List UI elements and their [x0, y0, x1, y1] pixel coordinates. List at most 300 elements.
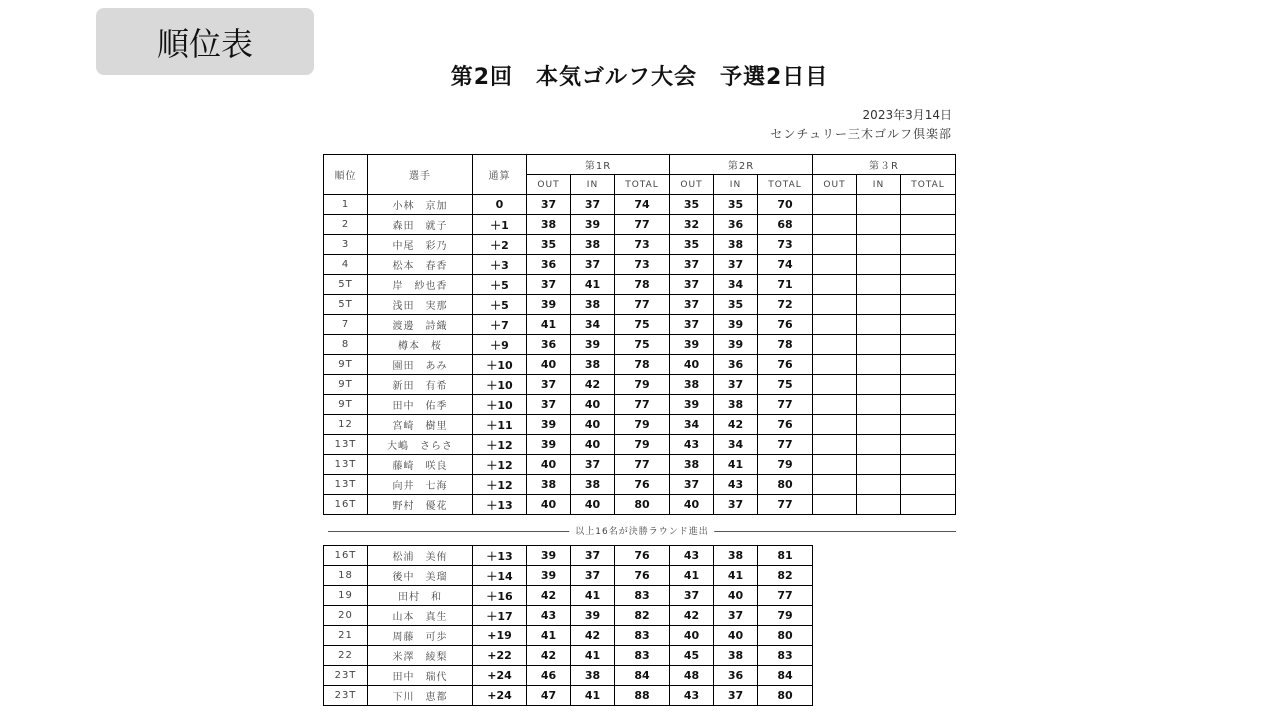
header-r2-out: OUT — [670, 175, 714, 195]
player-name-cell: 森田 就子 — [368, 215, 473, 235]
r1-out-cell: 43 — [527, 606, 571, 626]
r1-in-cell: 37 — [571, 255, 615, 275]
r1-total-cell: 77 — [615, 295, 670, 315]
player-name-cell: 周藤 可歩 — [368, 626, 473, 646]
r1-total-cell: 76 — [615, 475, 670, 495]
r3-out-cell — [813, 235, 857, 255]
table-row — [324, 686, 813, 706]
rank-cell: 9T — [324, 375, 368, 395]
r2-out-cell: 40 — [670, 495, 714, 515]
rank-cell: 1 — [324, 195, 368, 215]
r1-in-cell: 37 — [571, 195, 615, 215]
r2-in-cell: 34 — [714, 275, 758, 295]
total-cell: +24 — [473, 666, 527, 686]
r3-total-cell — [901, 435, 956, 455]
r2-total-cell: 81 — [758, 546, 813, 566]
r3-out-cell — [813, 395, 857, 415]
r1-out-cell: 39 — [527, 295, 571, 315]
table-row — [324, 235, 956, 255]
cut-line — [328, 524, 956, 538]
r3-total-cell — [901, 455, 956, 475]
r3-in-cell — [857, 195, 901, 215]
r1-in-cell: 41 — [571, 646, 615, 666]
r2-out-cell: 37 — [670, 255, 714, 275]
r2-in-cell: 38 — [714, 395, 758, 415]
standings-table — [323, 154, 956, 515]
player-name-cell: 野村 優花 — [368, 495, 473, 515]
total-cell: ＋17 — [473, 606, 527, 626]
total-cell: ＋3 — [473, 255, 527, 275]
r2-in-cell: 37 — [714, 686, 758, 706]
r3-total-cell — [901, 255, 956, 275]
r1-out-cell: 35 — [527, 235, 571, 255]
r2-out-cell: 40 — [670, 355, 714, 375]
r1-in-cell: 40 — [571, 435, 615, 455]
player-name-cell: 浅田 実那 — [368, 295, 473, 315]
rank-cell: 16T — [324, 495, 368, 515]
r2-in-cell: 35 — [714, 195, 758, 215]
r2-in-cell: 40 — [714, 626, 758, 646]
r2-in-cell: 43 — [714, 475, 758, 495]
total-cell: ＋13 — [473, 495, 527, 515]
r2-out-cell: 40 — [670, 626, 714, 646]
total-cell: ＋14 — [473, 566, 527, 586]
r1-out-cell: 40 — [527, 355, 571, 375]
total-cell: ＋7 — [473, 315, 527, 335]
r3-total-cell — [901, 235, 956, 255]
rank-cell: 16T — [324, 546, 368, 566]
r1-in-cell: 40 — [571, 395, 615, 415]
r3-total-cell — [901, 335, 956, 355]
r2-out-cell: 42 — [670, 606, 714, 626]
r1-in-cell: 34 — [571, 315, 615, 335]
r1-total-cell: 73 — [615, 235, 670, 255]
r1-total-cell: 73 — [615, 255, 670, 275]
r3-total-cell — [901, 495, 956, 515]
player-name-cell: 渡邊 詩織 — [368, 315, 473, 335]
header-player: 選手 — [368, 155, 473, 195]
r1-total-cell: 78 — [615, 275, 670, 295]
table-row — [324, 546, 813, 566]
player-name-cell: 大嶋 さらさ — [368, 435, 473, 455]
r2-out-cell: 37 — [670, 475, 714, 495]
page-title: 第2回 本気ゴルフ大会 予選2日目 — [450, 65, 829, 90]
r3-out-cell — [813, 195, 857, 215]
r1-out-cell: 37 — [527, 195, 571, 215]
header-r1-total: TOTAL — [615, 175, 670, 195]
r1-total-cell: 84 — [615, 666, 670, 686]
r1-in-cell: 38 — [571, 235, 615, 255]
r3-out-cell — [813, 495, 857, 515]
header-round-1: 第1R — [527, 155, 670, 175]
r1-in-cell: 41 — [571, 586, 615, 606]
rank-cell: 9T — [324, 395, 368, 415]
r2-out-cell: 35 — [670, 195, 714, 215]
rank-cell: 23T — [324, 686, 368, 706]
r1-total-cell: 83 — [615, 586, 670, 606]
rank-cell: 12 — [324, 415, 368, 435]
table-row — [324, 295, 956, 315]
r2-in-cell: 37 — [714, 255, 758, 275]
r2-total-cell: 80 — [758, 626, 813, 646]
r1-out-cell: 38 — [527, 475, 571, 495]
header-r1-in: IN — [571, 175, 615, 195]
r1-out-cell: 36 — [527, 255, 571, 275]
r3-out-cell — [813, 475, 857, 495]
r3-total-cell — [901, 355, 956, 375]
table-row — [324, 666, 813, 686]
table-row — [324, 275, 956, 295]
table-row — [324, 255, 956, 275]
r2-out-cell: 43 — [670, 686, 714, 706]
r3-total-cell — [901, 315, 956, 335]
r2-total-cell: 76 — [758, 415, 813, 435]
player-name-cell: 松浦 美侑 — [368, 546, 473, 566]
table-row — [324, 315, 956, 335]
r2-in-cell: 35 — [714, 295, 758, 315]
player-name-cell: 山本 真生 — [368, 606, 473, 626]
player-name-cell: 田中 瑞代 — [368, 666, 473, 686]
r1-in-cell: 41 — [571, 275, 615, 295]
total-cell: ＋12 — [473, 455, 527, 475]
r3-in-cell — [857, 295, 901, 315]
r2-total-cell: 68 — [758, 215, 813, 235]
r1-out-cell: 46 — [527, 666, 571, 686]
page-badge — [96, 8, 314, 75]
r3-total-cell — [901, 215, 956, 235]
table-row — [324, 415, 956, 435]
event-date: 2023年3月14日 — [862, 108, 952, 122]
r1-out-cell: 38 — [527, 215, 571, 235]
r2-total-cell: 79 — [758, 455, 813, 475]
header-r3-in: IN — [857, 175, 901, 195]
r1-out-cell: 39 — [527, 566, 571, 586]
r1-out-cell: 42 — [527, 646, 571, 666]
total-cell: +24 — [473, 686, 527, 706]
header-r3-total: TOTAL — [901, 175, 956, 195]
r2-total-cell: 77 — [758, 395, 813, 415]
r2-out-cell: 43 — [670, 546, 714, 566]
r3-out-cell — [813, 435, 857, 455]
rank-cell: 5T — [324, 275, 368, 295]
player-name-cell: 中尾 彩乃 — [368, 235, 473, 255]
r2-out-cell: 41 — [670, 566, 714, 586]
r3-out-cell — [813, 335, 857, 355]
r1-in-cell: 38 — [571, 355, 615, 375]
table-row — [324, 335, 956, 355]
r2-out-cell: 38 — [670, 375, 714, 395]
player-name-cell: 園田 あみ — [368, 355, 473, 375]
player-name-cell: 田村 和 — [368, 586, 473, 606]
rank-cell: 19 — [324, 586, 368, 606]
r2-out-cell: 34 — [670, 415, 714, 435]
r2-in-cell: 40 — [714, 586, 758, 606]
header-r1-out: OUT — [527, 175, 571, 195]
r1-out-cell: 41 — [527, 315, 571, 335]
header-r3-out: OUT — [813, 175, 857, 195]
rank-cell: 5T — [324, 295, 368, 315]
r1-out-cell: 37 — [527, 395, 571, 415]
rank-cell: 21 — [324, 626, 368, 646]
total-cell: ＋12 — [473, 435, 527, 455]
r2-out-cell: 37 — [670, 275, 714, 295]
total-cell: ＋5 — [473, 295, 527, 315]
r3-total-cell — [901, 275, 956, 295]
r3-in-cell — [857, 455, 901, 475]
r1-in-cell: 42 — [571, 626, 615, 646]
table-row — [324, 626, 813, 646]
r1-out-cell: 42 — [527, 586, 571, 606]
total-cell: +19 — [473, 626, 527, 646]
player-name-cell: 新田 有希 — [368, 375, 473, 395]
r1-in-cell: 37 — [571, 566, 615, 586]
r3-in-cell — [857, 415, 901, 435]
r1-out-cell: 39 — [527, 435, 571, 455]
r1-out-cell: 37 — [527, 275, 571, 295]
player-name-cell: 田中 佑季 — [368, 395, 473, 415]
header-rank: 順位 — [324, 155, 368, 195]
r1-total-cell: 83 — [615, 646, 670, 666]
r3-in-cell — [857, 315, 901, 335]
total-cell: ＋10 — [473, 375, 527, 395]
r2-total-cell: 77 — [758, 495, 813, 515]
rank-cell: 4 — [324, 255, 368, 275]
r2-in-cell: 37 — [714, 495, 758, 515]
r1-total-cell: 75 — [615, 315, 670, 335]
table-row — [324, 495, 956, 515]
player-name-cell: 樽本 桜 — [368, 335, 473, 355]
r3-total-cell — [901, 475, 956, 495]
player-name-cell: 下川 恵都 — [368, 686, 473, 706]
total-cell: ＋13 — [473, 546, 527, 566]
r1-out-cell: 36 — [527, 335, 571, 355]
total-cell: +22 — [473, 646, 527, 666]
table-row — [324, 375, 956, 395]
r1-out-cell: 41 — [527, 626, 571, 646]
r3-in-cell — [857, 335, 901, 355]
r2-total-cell: 84 — [758, 666, 813, 686]
r3-out-cell — [813, 215, 857, 235]
rank-cell: 13T — [324, 455, 368, 475]
r3-out-cell — [813, 275, 857, 295]
r3-total-cell — [901, 195, 956, 215]
r2-out-cell: 35 — [670, 235, 714, 255]
total-cell: ＋10 — [473, 355, 527, 375]
table-row — [324, 215, 956, 235]
r3-in-cell — [857, 495, 901, 515]
r3-in-cell — [857, 255, 901, 275]
r2-total-cell: 70 — [758, 195, 813, 215]
r1-total-cell: 88 — [615, 686, 670, 706]
header-r2-total: TOTAL — [758, 175, 813, 195]
r1-total-cell: 77 — [615, 215, 670, 235]
r1-total-cell: 83 — [615, 626, 670, 646]
r1-in-cell: 39 — [571, 606, 615, 626]
rank-cell: 9T — [324, 355, 368, 375]
player-name-cell: 後中 美瑠 — [368, 566, 473, 586]
r2-out-cell: 32 — [670, 215, 714, 235]
r1-total-cell: 77 — [615, 455, 670, 475]
total-cell: ＋2 — [473, 235, 527, 255]
r2-out-cell: 38 — [670, 455, 714, 475]
total-cell: ＋5 — [473, 275, 527, 295]
table-row — [324, 586, 813, 606]
table-row — [324, 395, 956, 415]
r1-in-cell: 39 — [571, 335, 615, 355]
r2-in-cell: 38 — [714, 546, 758, 566]
r3-total-cell — [901, 395, 956, 415]
r1-out-cell: 47 — [527, 686, 571, 706]
r2-out-cell: 39 — [670, 335, 714, 355]
r2-in-cell: 39 — [714, 315, 758, 335]
r1-out-cell: 37 — [527, 375, 571, 395]
total-cell: ＋12 — [473, 475, 527, 495]
r1-in-cell: 37 — [571, 455, 615, 475]
r1-total-cell: 78 — [615, 355, 670, 375]
r2-out-cell: 37 — [670, 295, 714, 315]
r3-out-cell — [813, 455, 857, 475]
table-row — [324, 455, 956, 475]
r3-in-cell — [857, 395, 901, 415]
r3-out-cell — [813, 375, 857, 395]
badge-label: 順位表 — [156, 24, 253, 63]
r1-in-cell: 39 — [571, 215, 615, 235]
r1-total-cell: 74 — [615, 195, 670, 215]
player-name-cell: 松本 春香 — [368, 255, 473, 275]
event-venue: センチュリー三木ゴルフ倶楽部 — [770, 127, 952, 141]
r1-in-cell: 38 — [571, 666, 615, 686]
player-name-cell: 岸 紗也香 — [368, 275, 473, 295]
r3-in-cell — [857, 475, 901, 495]
r3-in-cell — [857, 215, 901, 235]
r1-total-cell: 80 — [615, 495, 670, 515]
r2-in-cell: 36 — [714, 355, 758, 375]
table-row — [324, 435, 956, 455]
rank-cell: 20 — [324, 606, 368, 626]
r2-total-cell: 82 — [758, 566, 813, 586]
r2-in-cell: 41 — [714, 455, 758, 475]
r2-out-cell: 37 — [670, 586, 714, 606]
r2-out-cell: 48 — [670, 666, 714, 686]
header-total: 通算 — [473, 155, 527, 195]
r2-total-cell: 76 — [758, 355, 813, 375]
r1-in-cell: 38 — [571, 475, 615, 495]
r2-out-cell: 37 — [670, 315, 714, 335]
r1-total-cell: 76 — [615, 566, 670, 586]
r1-total-cell: 75 — [615, 335, 670, 355]
r1-out-cell: 40 — [527, 495, 571, 515]
r2-total-cell: 83 — [758, 646, 813, 666]
cut-line-label: 以上16名が決勝ラウンド進出 — [569, 524, 714, 537]
r2-in-cell: 38 — [714, 646, 758, 666]
r2-total-cell: 77 — [758, 586, 813, 606]
r3-in-cell — [857, 435, 901, 455]
r2-in-cell: 38 — [714, 235, 758, 255]
r2-out-cell: 45 — [670, 646, 714, 666]
r1-in-cell: 37 — [571, 546, 615, 566]
r1-total-cell: 79 — [615, 375, 670, 395]
total-cell: ＋10 — [473, 395, 527, 415]
header-round-3: 第３R — [813, 155, 956, 175]
r3-out-cell — [813, 295, 857, 315]
r2-total-cell: 79 — [758, 606, 813, 626]
total-cell: ＋16 — [473, 586, 527, 606]
total-cell: ＋9 — [473, 335, 527, 355]
r2-in-cell: 42 — [714, 415, 758, 435]
r1-in-cell: 40 — [571, 495, 615, 515]
r2-in-cell: 36 — [714, 666, 758, 686]
r3-total-cell — [901, 415, 956, 435]
r1-out-cell: 40 — [527, 455, 571, 475]
r2-in-cell: 41 — [714, 566, 758, 586]
table-row — [324, 606, 813, 626]
player-name-cell: 藤崎 咲良 — [368, 455, 473, 475]
table-row — [324, 195, 956, 215]
r2-in-cell: 36 — [714, 215, 758, 235]
r3-out-cell — [813, 355, 857, 375]
r1-total-cell: 79 — [615, 415, 670, 435]
r3-total-cell — [901, 295, 956, 315]
r3-out-cell — [813, 255, 857, 275]
rank-cell: 8 — [324, 335, 368, 355]
r2-total-cell: 77 — [758, 435, 813, 455]
r1-in-cell: 41 — [571, 686, 615, 706]
r3-in-cell — [857, 275, 901, 295]
table-row — [324, 475, 956, 495]
r2-total-cell: 71 — [758, 275, 813, 295]
player-name-cell: 向井 七海 — [368, 475, 473, 495]
rank-cell: 13T — [324, 435, 368, 455]
rank-cell: 18 — [324, 566, 368, 586]
r2-out-cell: 43 — [670, 435, 714, 455]
rank-cell: 2 — [324, 215, 368, 235]
table-row — [324, 646, 813, 666]
r2-total-cell: 75 — [758, 375, 813, 395]
rank-cell: 22 — [324, 646, 368, 666]
r2-out-cell: 39 — [670, 395, 714, 415]
r1-total-cell: 79 — [615, 435, 670, 455]
header-round-2: 第2R — [670, 155, 813, 175]
r2-in-cell: 39 — [714, 335, 758, 355]
player-name-cell: 米澤 綾梨 — [368, 646, 473, 666]
r2-total-cell: 80 — [758, 686, 813, 706]
r1-total-cell: 76 — [615, 546, 670, 566]
r1-in-cell: 38 — [571, 295, 615, 315]
header-r2-in: IN — [714, 175, 758, 195]
r1-total-cell: 82 — [615, 606, 670, 626]
r1-out-cell: 39 — [527, 415, 571, 435]
r2-in-cell: 37 — [714, 375, 758, 395]
r3-in-cell — [857, 235, 901, 255]
r2-total-cell: 78 — [758, 335, 813, 355]
r2-total-cell: 80 — [758, 475, 813, 495]
r3-out-cell — [813, 315, 857, 335]
r1-in-cell: 42 — [571, 375, 615, 395]
total-cell: ＋1 — [473, 215, 527, 235]
r2-total-cell: 72 — [758, 295, 813, 315]
rank-cell: 23T — [324, 666, 368, 686]
player-name-cell: 宮崎 樹里 — [368, 415, 473, 435]
r1-out-cell: 39 — [527, 546, 571, 566]
r3-in-cell — [857, 355, 901, 375]
r3-in-cell — [857, 375, 901, 395]
table-row — [324, 566, 813, 586]
player-name-cell: 小林 京加 — [368, 195, 473, 215]
r2-in-cell: 34 — [714, 435, 758, 455]
r3-total-cell — [901, 375, 956, 395]
total-cell: 0 — [473, 195, 527, 215]
r2-total-cell: 74 — [758, 255, 813, 275]
